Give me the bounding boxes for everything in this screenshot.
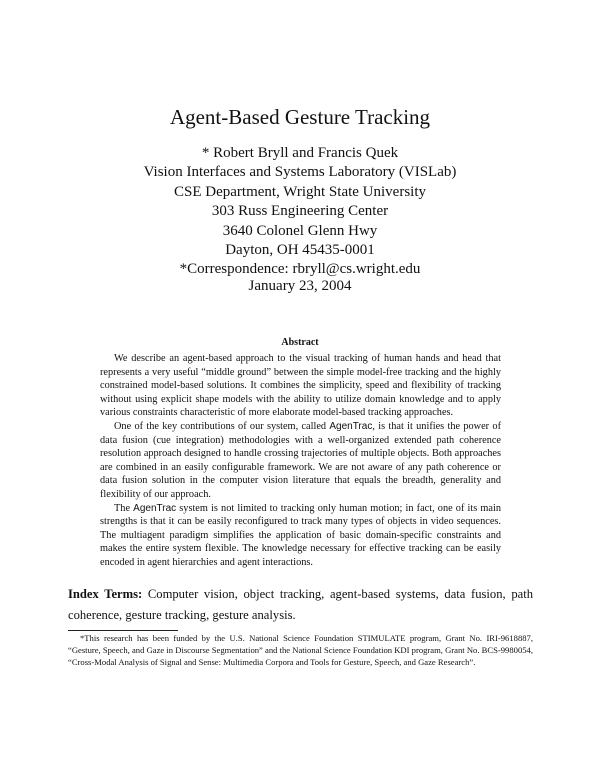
abstract-p3-start: The xyxy=(114,502,134,514)
abstract-p3-end: system is not limited to tracking only human motion; in fact, one of its main strengths is that it can be easily reconfigured to track many types of objects in video sequences. The multiagent paradigm simplifies the application of basic domain-specific constraints and makes the entire system flexible. The knowledge necessary for effective tracking can be easily encoded in agent hierarchies and agent interactions. xyxy=(100,502,501,568)
paper-title: Agent-Based Gesture Tracking xyxy=(169,105,431,129)
system-name: AgenTrac xyxy=(329,420,373,432)
footnote xyxy=(68,632,533,669)
footnote-divider xyxy=(68,630,178,631)
abstract-paragraph-1: We describe an agent-based approach to the visual tracking of human hands and head that represents a very useful “middle ground” between the simple model-free tracking and the highly constrained model-based solutions. It combines the simplicity, speed and flexibility of tracking without using explicit shape models with the ability to utilize domain knowledge and to apply various constraints characteristic of more elaborate model-based tracking approaches. xyxy=(100,353,501,419)
paper-date: January 23, 2004 xyxy=(248,278,352,294)
author-address-city: Dayton, OH 45435-0001 xyxy=(225,242,375,259)
author-address-street: 3640 Colonel Glenn Hwy xyxy=(222,222,378,239)
abstract-body xyxy=(100,352,501,570)
author-address-building: 303 Russ Engineering Center xyxy=(211,203,389,220)
abstract-heading: Abstract xyxy=(281,337,319,348)
abstract-paragraph-3 xyxy=(100,502,501,570)
system-name: AgenTrac xyxy=(133,502,177,514)
index-terms-text: Computer vision, object tracking, agent-based systems, data fusion, path coherence, gesture tracking, gesture analysis. xyxy=(68,587,534,622)
index-terms xyxy=(68,584,533,626)
author-correspondence: *Correspondence: rbryll@cs.wright.edu xyxy=(179,261,421,278)
footnote-text: *This research has been funded by the U.S. National Science Foundation STIMULATE program, Grant No. IRI-9618887, “Gesture, Speech, and Gaze in Discourse Segmentation” and the National Science Foundation KDI program, Grant No. BCS-9980054, “Cross-Modal Analysis of Signal and Sense: Multimedia Corpora and Tools for Gesture, Speech, and Gaze Research”. xyxy=(68,633,533,668)
abstract-p2-start: One of the key contributions of our system, called xyxy=(114,420,330,432)
author-affiliation-lab: Vision Interfaces and Systems Laboratory (VISLab) xyxy=(143,164,457,181)
author-affiliation-department: CSE Department, Wright State University xyxy=(174,183,426,200)
abstract-paragraph-2 xyxy=(100,420,501,502)
abstract-p2-end: , is that it unifies the power of data fusion (cue integration) methodologies with a well-organized extended path coherence resolution approach designed to handle crossing trajectories of multiple objects. Both approaches are combined in an easily configurable framework. We are not aware of any path coherence or data fusion solution in the computer vision literature that equals the breadth, generality and flexibility of our approach. xyxy=(100,420,501,500)
author-block xyxy=(0,144,600,280)
index-terms-label: Index Terms: xyxy=(68,587,143,601)
author-names: * Robert Bryll and Francis Quek xyxy=(201,145,399,161)
